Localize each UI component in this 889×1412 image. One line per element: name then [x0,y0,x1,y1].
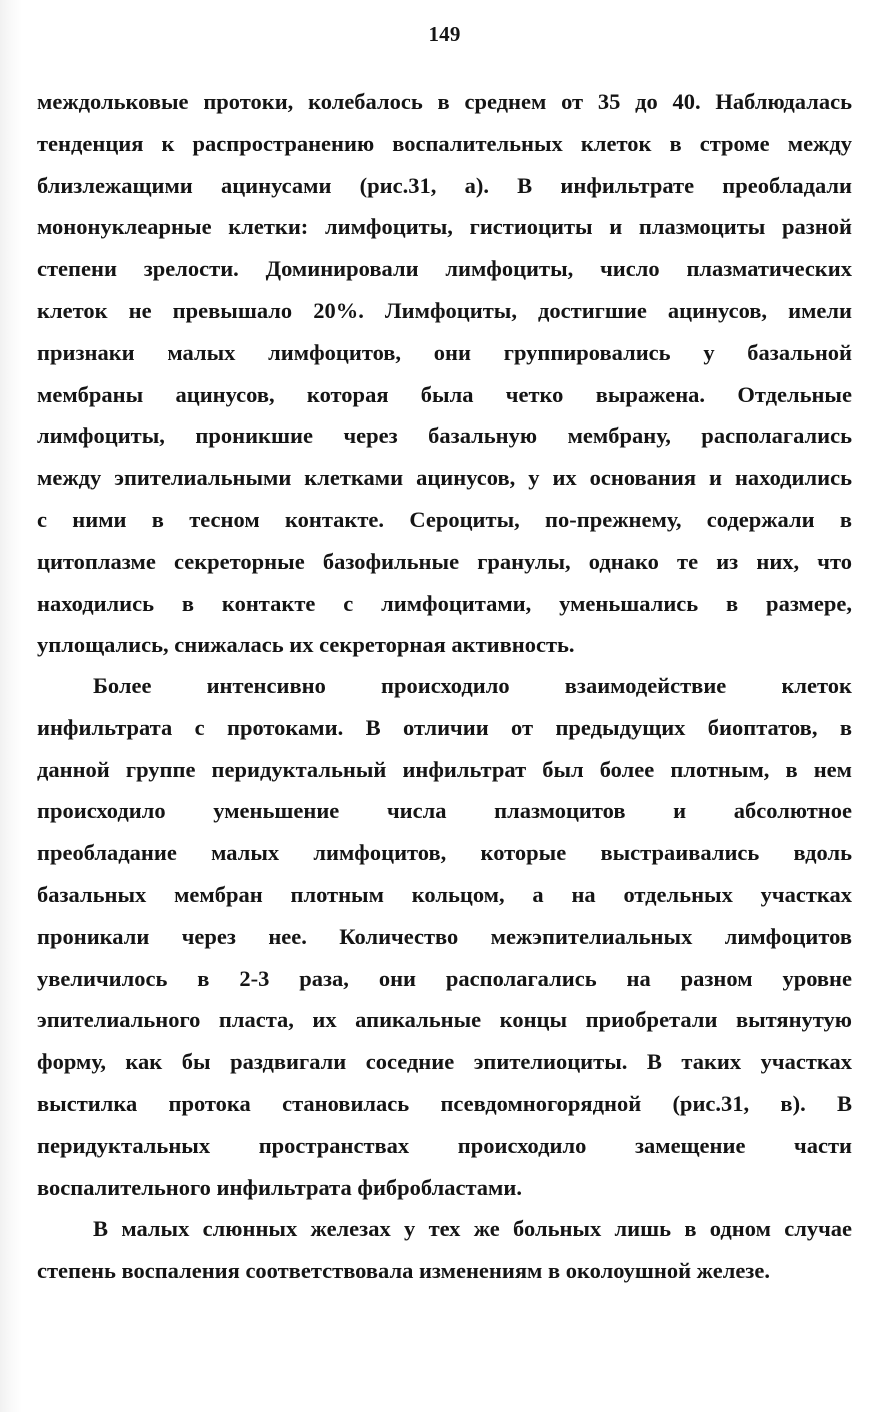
text-line: базальных мембран плотным кольцом, а на отдельных участках [37,881,852,907]
text-line: тенденция к распространению воспалительных клеток в строме между [37,130,852,156]
text-line: мононуклеарные клетки: лимфоциты, гистиоциты и плазмоциты разной [37,214,852,240]
text-line: клеток не превышало 20%. Лимфоциты, достигшие ацинусов, имели [37,297,852,323]
paragraph-3 [37,1208,852,1292]
text-line: степень воспаления соответствовала изменениям в околоушной железе. [37,1257,770,1283]
text-line: между эпителиальными клетками ацинусов, у их основания и находились [37,465,852,491]
text-line: данной группе перидуктальный инфильтрат был более плотным, в нем [37,756,852,782]
text-line: выстилка протока становилась псевдомногорядной (рис.31, в). В [37,1090,852,1116]
text-line: уплощались, снижалась их секреторная активность. [37,632,575,658]
text-line: происходило уменьшение числа плазмоцитов и абсолютное [37,798,852,824]
text-line: В малых слюнных железах у тех же больных лишь в одном случае [93,1216,852,1241]
text-line: степени зрелости. Доминировали лимфоциты, число плазматических [37,256,852,282]
text-line: близлежащими ацинусами (рис.31, а). В инфильтрате преобладали [37,172,852,198]
text-line: перидуктальных пространствах происходило замещение части [37,1132,852,1158]
paragraph-2 [37,665,852,1208]
text-line: мембраны ацинусов, которая была четко выражена. Отдельные [37,381,852,407]
text-line: лимфоциты, проникшие через базальную мембрану, располагались [37,423,852,449]
scan-shadow-edge [0,0,22,1412]
text-line: воспалительного инфильтрата фибробластами. [37,1174,522,1200]
text-line: преобладание малых лимфоцитов, которые выстраивались вдоль [37,840,852,866]
text-line: с ними в тесном контакте. Сероциты, по-прежнему, содержали в [37,506,852,532]
text-line: цитоплазме секреторные базофильные гранулы, однако те из них, что [37,548,852,574]
text-line: междольковые протоки, колебалось в среднем от 35 до 40. Наблюдалась [37,89,852,114]
text-line: инфильтрата с протоками. В отличии от предыдущих биоптатов, в [37,714,852,740]
text-line: признаки малых лимфоцитов, они группировались у базальной [37,339,852,365]
text-line: Более интенсивно происходило взаимодействие клеток [93,673,852,698]
text-line: находились в контакте с лимфоцитами, уменьшались в размере, [37,590,852,616]
text-line: увеличилось в 2-3 раза, они располагались на разном уровне [37,965,852,991]
text-line: проникали через нее. Количество межэпителиальных лимфоцитов [37,923,852,949]
text-line: эпителиального пласта, их апикальные концы приобретали вытянутую [37,1007,852,1033]
paragraph-1 [37,81,852,666]
text-line: форму, как бы раздвигали соседние эпителиоциты. В таких участках [37,1049,852,1075]
page-number: 149 [428,22,461,46]
